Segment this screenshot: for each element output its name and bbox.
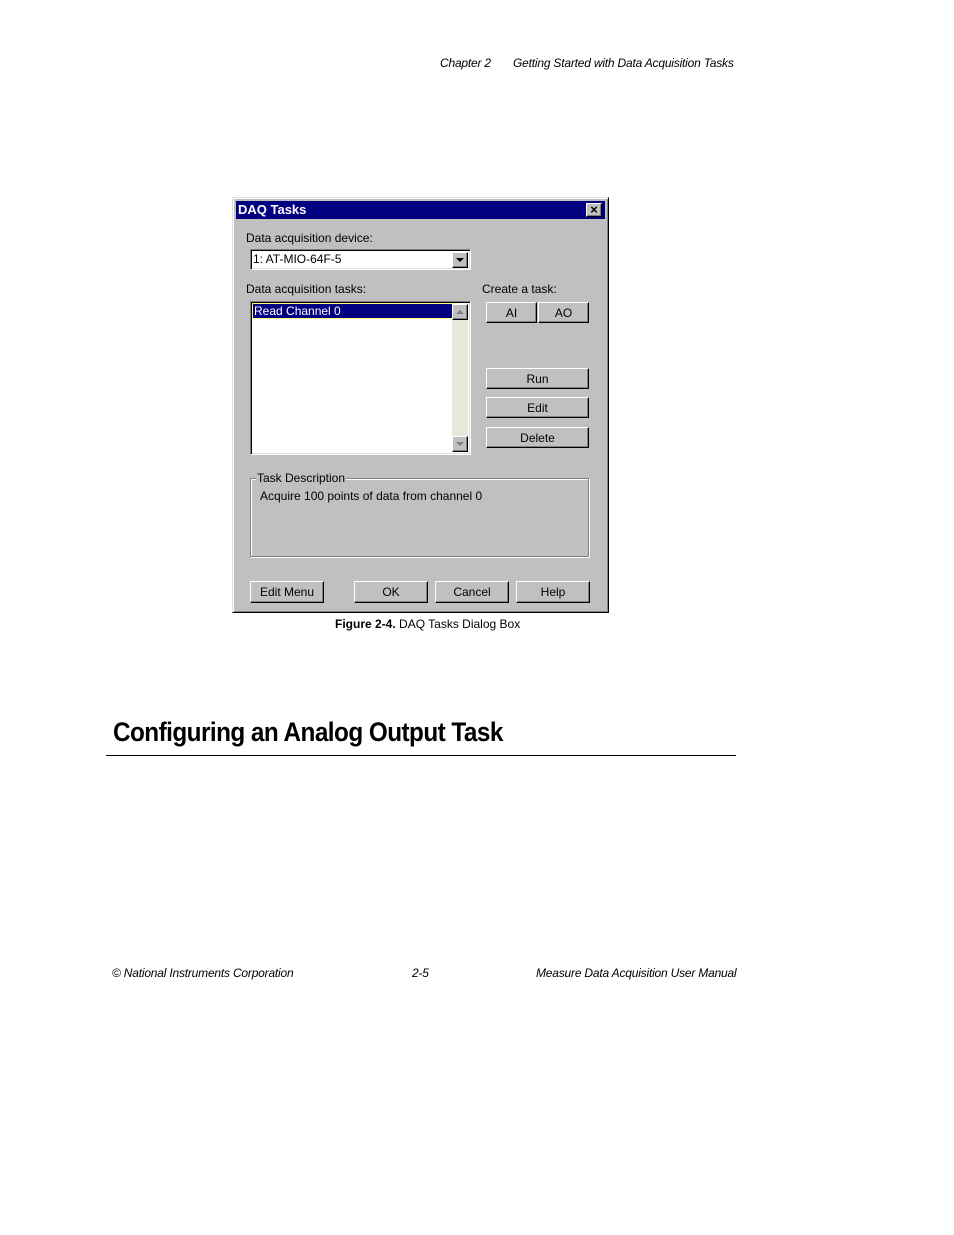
- dialog-titlebar[interactable]: [236, 201, 605, 219]
- create-ai-button[interactable]: AI: [486, 302, 537, 323]
- footer-page-number: 2-5: [412, 966, 429, 980]
- tasks-listbox[interactable]: [250, 301, 471, 455]
- list-item[interactable]: Read Channel 0: [253, 304, 455, 318]
- device-select[interactable]: [250, 249, 471, 270]
- task-description-label: Task Description: [257, 471, 346, 485]
- run-button[interactable]: Run: [486, 368, 589, 389]
- tasks-scrollbar[interactable]: [452, 304, 468, 452]
- task-description-group: [250, 471, 589, 557]
- section-heading: Configuring an Analog Output Task: [113, 717, 503, 747]
- chevron-down-icon[interactable]: [452, 252, 468, 268]
- task-description-text: Acquire 100 points of data from channel 0: [260, 489, 483, 503]
- figure-caption: [335, 617, 520, 631]
- delete-button[interactable]: Delete: [486, 427, 589, 448]
- figure-label: Figure 2-4.: [335, 617, 396, 631]
- chapter-title: Getting Started with Data Acquisition Tasks: [513, 56, 734, 70]
- heading-rule: [106, 755, 736, 756]
- device-label: Data acquisition device:: [246, 231, 373, 245]
- device-select-value: 1: AT-MIO-64F-5: [253, 252, 342, 266]
- edit-menu-button[interactable]: Edit Menu: [250, 581, 324, 603]
- footer-copyright: © National Instruments Corporation: [112, 966, 294, 980]
- close-icon[interactable]: ×: [586, 203, 602, 217]
- edit-button[interactable]: Edit: [486, 397, 589, 418]
- figure-caption-text: DAQ Tasks Dialog Box: [399, 617, 521, 631]
- cancel-button[interactable]: Cancel: [435, 581, 509, 603]
- ok-button[interactable]: OK: [354, 581, 428, 603]
- help-button[interactable]: Help: [516, 581, 590, 603]
- scroll-up-icon[interactable]: [452, 304, 468, 320]
- dialog-title: DAQ Tasks: [238, 202, 307, 217]
- scroll-down-icon[interactable]: [452, 436, 468, 452]
- create-ao-button[interactable]: AO: [538, 302, 589, 323]
- create-task-label: Create a task:: [482, 282, 557, 296]
- chapter-number: Chapter 2: [440, 56, 491, 70]
- daq-tasks-dialog: [232, 197, 609, 613]
- footer-manual-title: Measure Data Acquisition User Manual: [536, 966, 737, 980]
- tasks-label: Data acquisition tasks:: [246, 282, 367, 296]
